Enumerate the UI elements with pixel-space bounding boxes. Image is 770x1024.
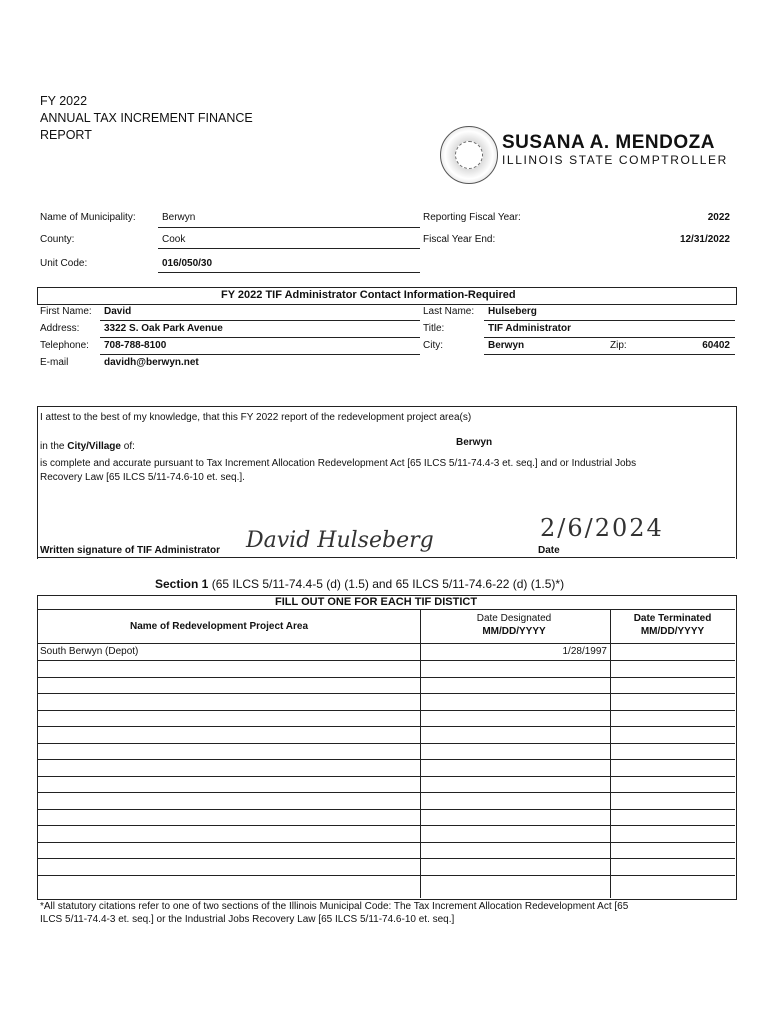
last-name-label: Last Name:: [423, 306, 475, 317]
unit-code-value: 016/050/30: [162, 258, 213, 269]
contact-heading-box: [37, 287, 737, 305]
table-row: [37, 875, 735, 876]
address-value: 3322 S. Oak Park Avenue: [104, 323, 223, 334]
col-project-area: Name of Redevelopment Project Area: [130, 621, 309, 632]
state-seal-icon: [440, 126, 498, 184]
comptroller-subtitle: ILLINOIS STATE COMPTROLLER: [502, 153, 728, 167]
row-1-name: South Berwyn (Depot): [40, 646, 139, 657]
zip-value: 60402: [702, 340, 730, 351]
report-title: ANNUAL TAX INCREMENT FINANCE: [40, 111, 253, 125]
col-terminated-1: Date Terminated: [633, 613, 712, 624]
municipality-value: Berwyn: [162, 212, 196, 223]
city-value: Berwyn: [488, 340, 525, 351]
table-row: [37, 842, 735, 843]
table-row: [37, 759, 735, 760]
zip-label: Zip:: [610, 340, 627, 351]
telephone-value: 708-788-8100: [104, 340, 167, 351]
last-name-value: Hulseberg: [488, 306, 537, 317]
section-title: Section 1 (65 ILCS 5/11-74.4-5 (d) (1.5) and 65 ILCS 5/11-74.6-22 (d) (1.5)*): [155, 577, 565, 591]
attest-line-4: Recovery Law [65 ILCS 5/11-74.6-10 et. seq.].: [40, 472, 245, 483]
address-label: Address:: [40, 323, 80, 334]
table-row: [37, 710, 735, 711]
fiscal-year-value: 2022: [707, 212, 730, 223]
table-row: [37, 660, 735, 661]
municipality-label: Name of Municipality:: [40, 212, 136, 223]
attest-line-2: in the City/Village of:: [40, 441, 135, 452]
fiscal-year-label: Reporting Fiscal Year:: [423, 212, 521, 223]
table-row: [37, 825, 735, 826]
email-value: davidh@berwyn.net: [104, 357, 199, 368]
county-value: Cook: [162, 234, 186, 245]
first-name-value: David: [104, 306, 132, 317]
table-row: [37, 858, 735, 859]
fill-out-heading: FILL OUT ONE FOR EACH TIF DISTICT: [275, 596, 478, 608]
report-subtitle: REPORT: [40, 128, 92, 142]
county-label: County:: [40, 234, 75, 245]
section-table-frame: [37, 595, 737, 900]
table-row: [37, 693, 735, 694]
table-row: [37, 677, 735, 678]
unit-code-label: Unit Code:: [40, 258, 88, 269]
footnote-line-1: *All statutory citations refer to one of two sections of the Illinois Municipal Code: The Tax Increment Allocation Redevelopment Act [65: [40, 901, 629, 912]
comptroller-name: SUSANA A. MENDOZA: [502, 132, 715, 153]
row-1-designated: 1/28/1997: [562, 646, 607, 657]
table-row: [37, 743, 735, 744]
signature-label: Written signature of TIF Administrator: [40, 545, 221, 556]
city-label: City:: [423, 340, 443, 351]
attest-municipality: Berwyn: [456, 437, 493, 448]
col-designated-2: MM/DD/YYYY: [482, 626, 546, 637]
table-row: [37, 776, 735, 777]
first-name-label: First Name:: [40, 306, 92, 317]
email-label: E-mail: [40, 357, 69, 368]
date-handwritten: 2/6/2024: [540, 514, 664, 542]
col-designated-1: Date Designated: [476, 613, 552, 624]
fiscal-year-end-label: Fiscal Year End:: [423, 234, 496, 245]
title-label: Title:: [423, 323, 445, 334]
date-label: Date: [538, 545, 560, 556]
attest-line-3: is complete and accurate pursuant to Tax Increment Allocation Redevelopment Act [65 ILCS 5/11-74.4-3 et. seq.] and or Industrial Jobs: [40, 458, 637, 469]
footnote-line-2: ILCS 5/11-74.4-3 et. seq.] or the Industrial Jobs Recovery Law [65 ILCS 5/11-74.6-10 et. seq.]: [40, 914, 455, 925]
table-row: [37, 726, 735, 727]
telephone-label: Telephone:: [40, 340, 89, 351]
fiscal-year-end-value: 12/31/2022: [679, 234, 730, 245]
attest-line-1: I attest to the best of my knowledge, that this FY 2022 report of the redevelopment project area(s): [40, 412, 472, 423]
table-row: [37, 809, 735, 810]
contact-heading: FY 2022 TIF Administrator Contact Information-Required: [221, 289, 516, 301]
signature-handwritten: David Hulseberg: [246, 528, 434, 553]
col-terminated-2: MM/DD/YYYY: [640, 626, 705, 637]
table-row: [37, 792, 735, 793]
title-value: TIF Administrator: [488, 323, 571, 334]
report-year: FY 2022: [40, 94, 88, 108]
